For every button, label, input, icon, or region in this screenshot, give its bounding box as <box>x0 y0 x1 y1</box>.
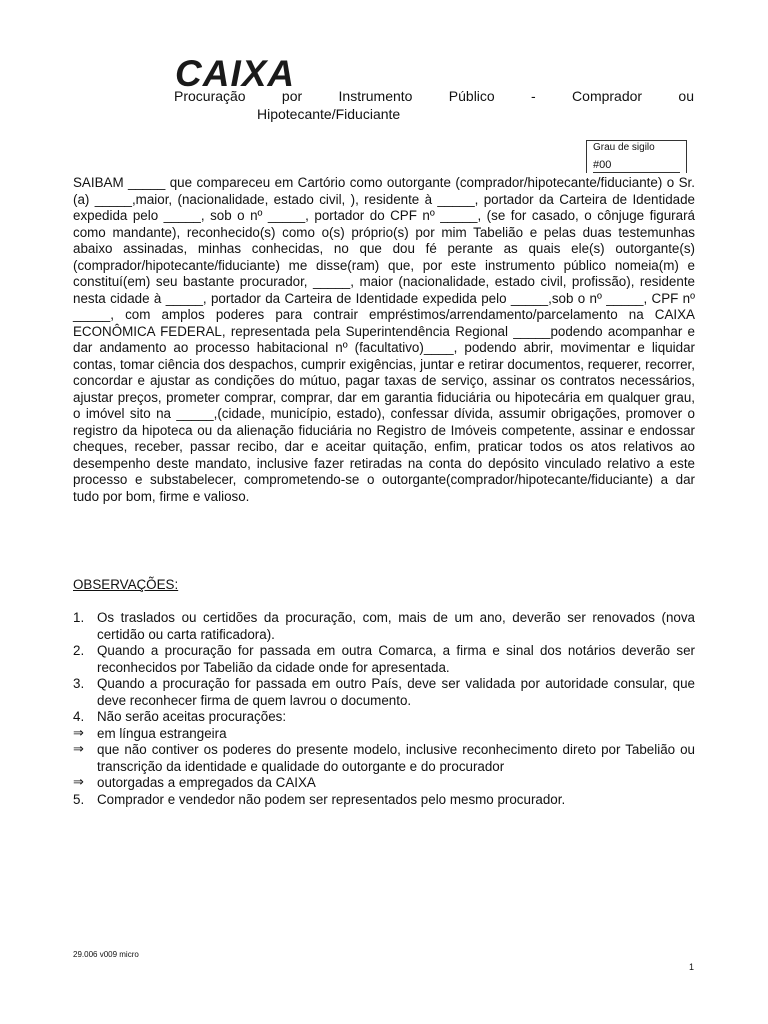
item-text: Os traslados ou certidões da procuração, com, mais de um ano, deverão ser renovados (nova certidão ou carta ratificadora). <box>97 610 695 642</box>
item-text: que não contiver os poderes do presente modelo, inclusive reconhecimento direto por Tabelião ou transcrição da identidade e qualidade do outorgante e do procurador <box>97 742 695 774</box>
procuracao-body <box>73 175 695 505</box>
item-number: 3. <box>73 676 85 691</box>
page-number: 1 <box>689 962 695 972</box>
confidentiality-label: Grau de sigilo <box>593 142 655 153</box>
item-text: Quando a procuração for passada em outra Comarca, a firma e sinal dos notários deverão ser reconhecidos por Tabelião da cidade onde for apresentada. <box>97 643 695 675</box>
list-item <box>73 742 695 775</box>
double-arrow-icon: ⇒ <box>73 742 84 757</box>
item-text: outorgadas a empregados da CAIXA <box>97 775 316 790</box>
caixa-logo: CAIXA <box>175 53 296 94</box>
list-item <box>73 610 695 643</box>
observacoes-heading: OBSERVAÇÕES: <box>73 577 179 592</box>
list-item <box>73 676 695 709</box>
item-number: 2. <box>73 643 85 658</box>
list-item <box>73 643 695 676</box>
list-item <box>73 709 695 726</box>
observacoes-list <box>73 610 695 808</box>
item-text: Quando a procuração for passada em outro País, deve ser validada por autoridade consular, que deve reconhecer firma de quem lavrou o documento. <box>97 676 695 708</box>
confidentiality-box <box>586 140 687 173</box>
list-item <box>73 726 695 743</box>
item-text: em língua estrangeira <box>97 725 227 741</box>
body-paragraph: SAIBAM _____ que compareceu em Cartório como outorgante (comprador/hipotecante/fiduciante) o Sr.(a) _____,maior, (nacionalidade, estado civil, ), residente à _____, portador da Carteira de Identidade expedida pelo _____, sob o nº _____, portador do CPF nº _____, (se for casado, o cônjuge figurará como mandante), reconhecido(s) como o(s) próprio(s) por mim Tabelião e pelas duas testemunhas abaixo assinadas, minhas conhecidas, no que dou fé perante as quais ele(s) outorgante(s) (comprador/hipotecante/fiduciante) me disse(ram) que, por este instrumento público nomeia(m) e constituí(em) seu bastante procurador, _____, maior (nacionalidade, estado civil, profissão), residente nesta cidade à _____, portador da Carteira de Identidade expedida pelo _____,sob o nº _____, CPF nº _____, com amplos poderes para contrair empréstimos/arrendamento/parcelamento na CAIXA ECONÔMICA FEDERAL, representada pela Superintendência Regional _____podendo acompanhar e dar andamento ao processo habitacional nº (facultativo)____, podendo abrir, movimentar e liquidar contas, tomar ciência dos despachos, cumprir exigências, juntar e retirar documentos, requerer, recorrer, concordar e ajustar as condições do mútuo, pagar taxas de serviço, assinar os contratos necessários, ajustar preços, prometer comprar, comprar, dar em garantia fiduciária ou hipotecária em qualquer grau, o imóvel sito na _____,(cidade, município, estado), confessar dívida, assumir obrigações, promover o registro da hipoteca ou da alienação fiduciária no Registro de Imóveis competente, assinar e endossar cheques, receber, passar recibo, dar e aceitar quitação, enfim, praticar todos os atos relativos ao desempenho deste mandato, inclusive fazer retiradas na conta do depósito vinculado relativo a este processo e substabelecer, comprometendo-se o outorgante(comprador/hipotecante/fiduciante) a dar tudo por bom, firme e valioso. <box>73 175 695 504</box>
list-item <box>73 792 695 809</box>
confidentiality-underline <box>593 172 680 173</box>
item-number: 5. <box>73 791 85 807</box>
item-number: 1. <box>73 610 85 625</box>
document-title-line2: Hipotecante/Fiduciante <box>257 106 401 122</box>
confidentiality-code: #00 <box>593 159 612 171</box>
form-code: 29.006 v009 micro <box>73 950 139 959</box>
item-text: Comprador e vendedor não podem ser representados pelo mesmo procurador. <box>97 791 566 807</box>
document-title-line1: Procuração por Instrumento Público - Comprador ou <box>174 88 694 104</box>
double-arrow-icon: ⇒ <box>73 725 84 741</box>
list-item <box>73 775 695 792</box>
double-arrow-icon: ⇒ <box>73 775 84 790</box>
item-text: Não serão aceitas procurações: <box>97 709 287 724</box>
item-number: 4. <box>73 709 85 724</box>
